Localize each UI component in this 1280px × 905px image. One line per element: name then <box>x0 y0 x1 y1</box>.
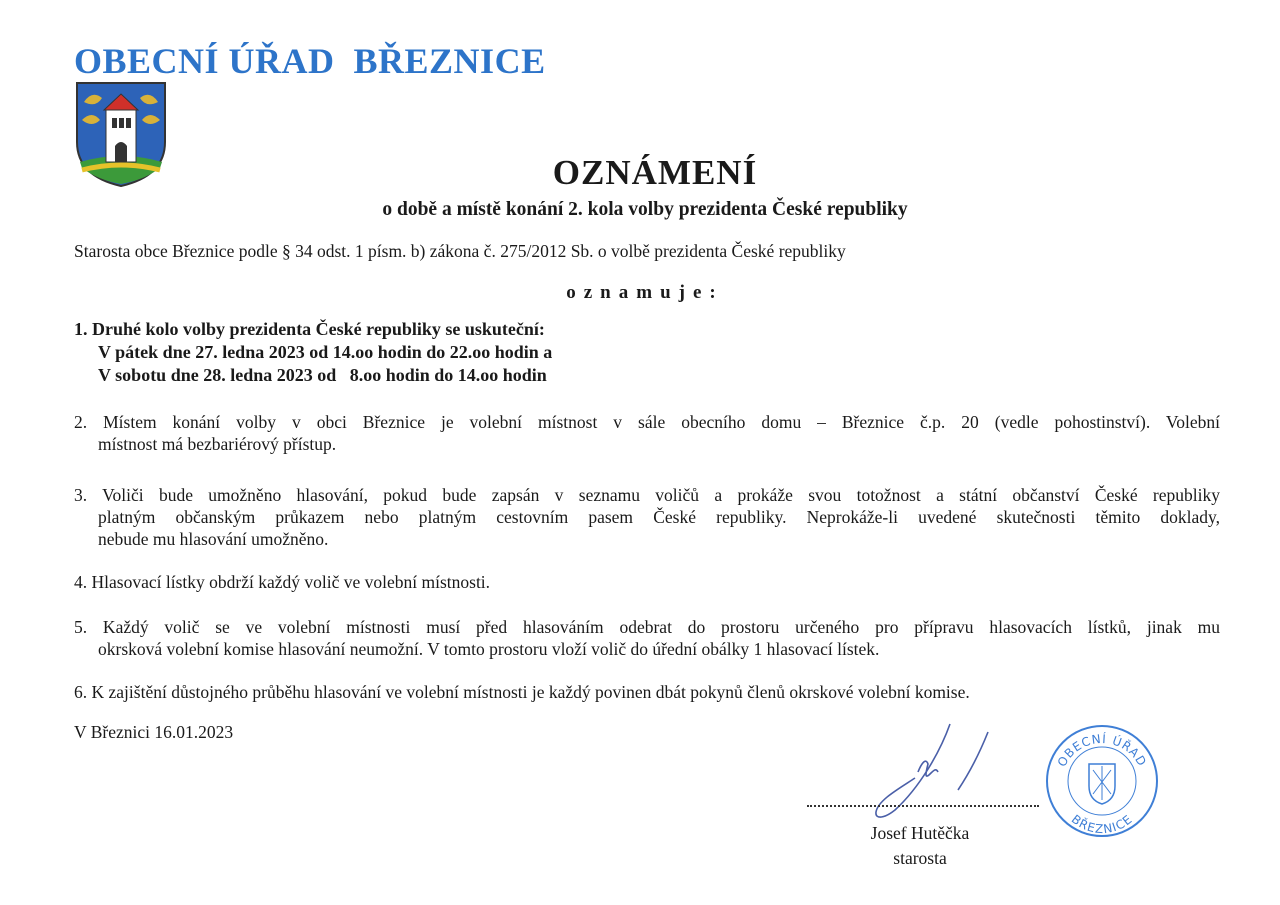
item-line: 3. Voliči bude umožněno hlasování, pokud bude zapsán v seznamu voličů a prokáže svou totožnost a státní občanství České republiky <box>74 485 1220 505</box>
item-line: okrsková volební komise hlasování neumožní. V tomto prostoru vloží volič do úřední obálky 1 hlasovací lístek. <box>98 639 880 659</box>
official-stamp-icon <box>1043 722 1161 840</box>
item-line: nebude mu hlasování umožněno. <box>98 529 329 549</box>
list-item <box>74 571 1220 593</box>
list-item <box>74 616 1220 660</box>
signature-icon <box>800 712 1050 902</box>
document-title: OZNÁMENÍ <box>552 153 758 192</box>
item-line: V sobotu dne 28. ledna 2023 od 8.oo hodin do 14.oo hodin <box>98 365 547 385</box>
item-line: místnost má bezbariérový přístup. <box>98 434 337 454</box>
office-title: OBECNÍ ÚŘAD BŘEZNICE <box>74 41 546 81</box>
signer-role: starosta <box>893 848 947 868</box>
svg-text:OBECNÍ ÚŘAD: OBECNÍ ÚŘAD <box>1054 731 1150 770</box>
svg-text:BŘEZNICE: BŘEZNICE <box>1068 811 1136 837</box>
signature-line <box>807 805 1039 807</box>
announce-heading: oznamuje: <box>566 282 724 303</box>
list-item <box>74 411 1220 455</box>
item-line: 5. Každý volič se ve volební místnosti musí před hlasováním odebrat do prostoru určeného pro přípravu hlasovacích lístků, jinak mu <box>74 617 1220 637</box>
item-line: 6. K zajištění důstojného průběhu hlasování ve volební místnosti je každý povinen dbát pokynů členů okrskové volební komise. <box>74 682 970 702</box>
item-line: V pátek dne 27. ledna 2023 od 14.oo hodin do 22.oo hodin a <box>98 342 553 362</box>
date-place: V Březnici 16.01.2023 <box>74 722 234 742</box>
item-line: 1. Druhé kolo volby prezidenta České republiky se uskuteční: <box>74 319 545 339</box>
list-item <box>74 318 1220 387</box>
item-line: platným občanským průkazem nebo platným cestovním pasem České republiky. Neprokáže-li uvedené skutečnosti těmito doklady, <box>98 507 1220 527</box>
item-line: 4. Hlasovací lístky obdrží každý volič ve volební místnosti. <box>74 572 491 592</box>
list-item <box>74 681 1220 703</box>
intro-paragraph: Starosta obce Březnice podle § 34 odst. 1 písm. b) zákona č. 275/2012 Sb. o volbě prezidenta České republiky <box>74 241 846 261</box>
document-subtitle: o době a místě konání 2. kola volby prezidenta České republiky <box>382 199 908 220</box>
list-item <box>74 484 1220 550</box>
item-line: 2. Místem konání volby v obci Březnice je volební místnost v sále obecního domu – Březnice č.p. 20 (vedle pohostinství). Volební <box>74 412 1220 432</box>
signer-name: Josef Hutěčka <box>870 823 970 843</box>
